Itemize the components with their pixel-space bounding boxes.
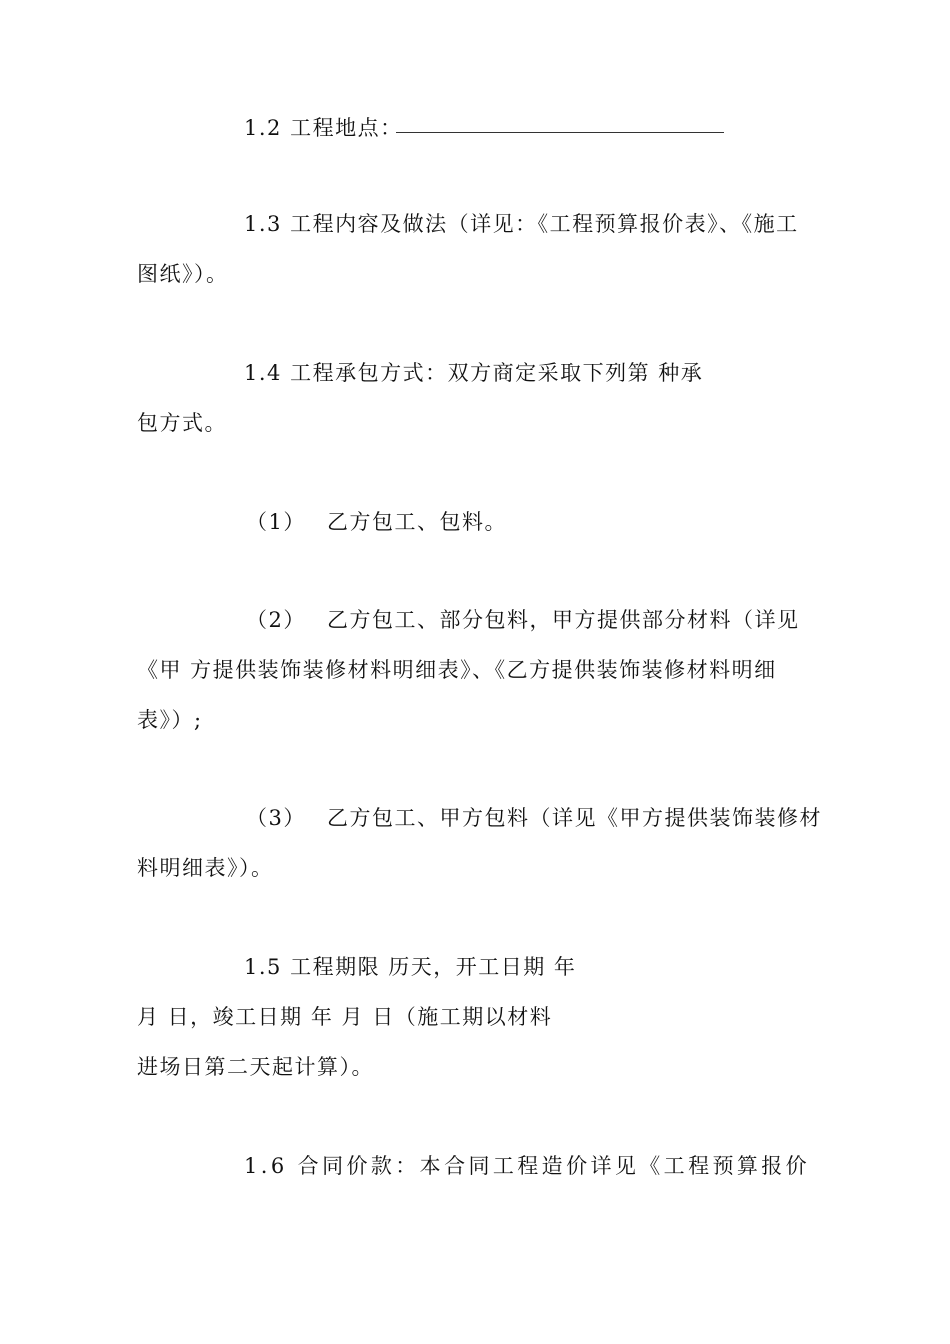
clause-1-4-line2: 包方式。 xyxy=(137,411,227,435)
clause-1-3-line2: 图纸》）。 xyxy=(137,262,229,286)
clause-1-6-line1: 1.6 合同价款：本合同工程造价详见《工程预算报价 xyxy=(244,1154,811,1178)
option-3-number: （3） xyxy=(246,806,306,830)
option-2-text: 乙方包工、部分包料，甲方提供部分材料（详见 xyxy=(327,608,800,632)
clause-1-2-label: 1.2 工程地点： xyxy=(244,116,403,140)
option-2-line2: 《甲 方提供装饰装修材料明细表》、《乙方提供装饰装修材料明细 xyxy=(137,658,777,682)
clause-1-4-line1: 1.4 工程承包方式：双方商定采取下列第 种承 xyxy=(244,361,704,385)
clause-1-5-line1: 1.5 工程期限 历天，开工日期 年 xyxy=(244,955,577,979)
clause-1-3-line1: 1.3 工程内容及做法（详见：《工程预算报价表》、《施工 xyxy=(244,212,799,236)
option-1-text: 乙方包工、包料。 xyxy=(327,510,507,534)
location-blank-line xyxy=(396,132,724,133)
option-1-number: （1） xyxy=(246,510,306,534)
clause-1-5-line2: 月 日，竣工日期 年 月 日（施工期以材料 xyxy=(137,1005,553,1029)
option-3-line2: 料明细表》）。 xyxy=(137,856,274,880)
option-2-line3: 表》）; xyxy=(137,708,203,732)
option-2-number: （2） xyxy=(246,608,306,632)
option-3-text: 乙方包工、甲方包料（详见《甲方提供装饰装修材 xyxy=(327,806,822,830)
clause-1-5-line3: 进场日第二天起计算）。 xyxy=(137,1055,374,1079)
